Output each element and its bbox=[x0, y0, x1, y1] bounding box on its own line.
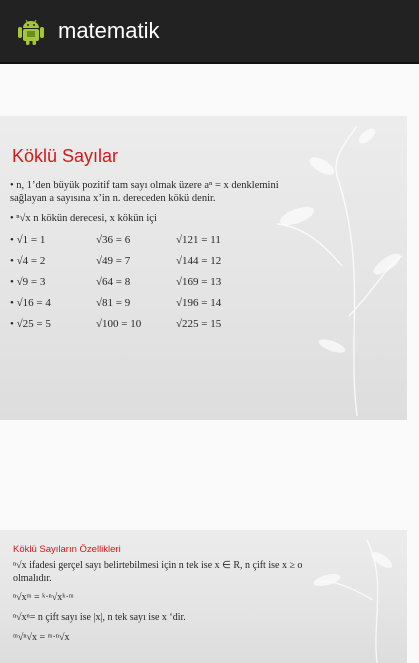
android-robot-icon[interactable] bbox=[16, 16, 46, 46]
notation-line: • ⁿ√x n kökün derecesi, x kökün içi bbox=[10, 213, 157, 224]
root-cell: √225 = 15 bbox=[176, 317, 222, 330]
roots-table bbox=[10, 229, 256, 334]
table-row bbox=[10, 250, 256, 271]
table-row bbox=[10, 271, 256, 292]
slide-title: Köklü Sayıların Özellikleri bbox=[13, 544, 121, 555]
property-line-2: olmalıdır. bbox=[13, 573, 52, 584]
root-cell: √49 = 7 bbox=[96, 254, 131, 267]
property-line-4: ⁿ√xⁿ= n çift sayı ise |x|, n tek sayı ise x ‘dir. bbox=[13, 612, 186, 623]
root-cell: √81 = 9 bbox=[96, 296, 131, 309]
root-cell: √196 = 14 bbox=[176, 296, 222, 309]
root-cell: √169 = 13 bbox=[176, 275, 222, 288]
app-title: matematik bbox=[58, 18, 160, 43]
root-cell: √64 = 8 bbox=[96, 275, 131, 288]
root-cell: • √9 = 3 bbox=[10, 275, 46, 288]
root-cell: • √16 = 4 bbox=[10, 296, 51, 309]
root-cell: √144 = 12 bbox=[176, 254, 222, 267]
property-line-1: ⁿ√x ifadesi gerçel sayı belirtebilmesi için n tek ise x ∈ R, n çift ise x ≥ o bbox=[13, 560, 303, 571]
root-cell: √121 = 11 bbox=[176, 233, 221, 246]
root-cell: • √4 = 2 bbox=[10, 254, 46, 267]
root-cell: √36 = 6 bbox=[96, 233, 131, 246]
slide-title: Köklü Sayılar bbox=[12, 146, 119, 166]
root-cell: • √25 = 5 bbox=[10, 317, 51, 330]
action-bar bbox=[0, 0, 419, 64]
floral-decoration-icon bbox=[287, 530, 407, 663]
root-cell: √100 = 10 bbox=[96, 317, 142, 330]
definition-line-1: • n, 1’den büyük pozitif tam sayı olmak üzere aⁿ = x denklemini bbox=[10, 180, 279, 191]
property-line-3: ⁿ√xᵐ = ᵏ·ⁿ√xᵏ·ᵐ bbox=[13, 592, 74, 603]
table-row bbox=[10, 313, 256, 334]
definition-line-2: sağlayan a sayısına x’in n. dereceden kökü denir. bbox=[10, 193, 216, 204]
slide-koklu-sayilar bbox=[0, 116, 407, 420]
root-cell: • √1 = 1 bbox=[10, 233, 46, 246]
floral-decoration-icon bbox=[237, 116, 407, 416]
property-line-5: ᵐ√ⁿ√x = ᵐ·ⁿ√x bbox=[13, 632, 70, 643]
table-row bbox=[10, 292, 256, 313]
slide-koklu-sayilarin-ozellikleri bbox=[0, 530, 407, 663]
table-row bbox=[10, 229, 256, 250]
